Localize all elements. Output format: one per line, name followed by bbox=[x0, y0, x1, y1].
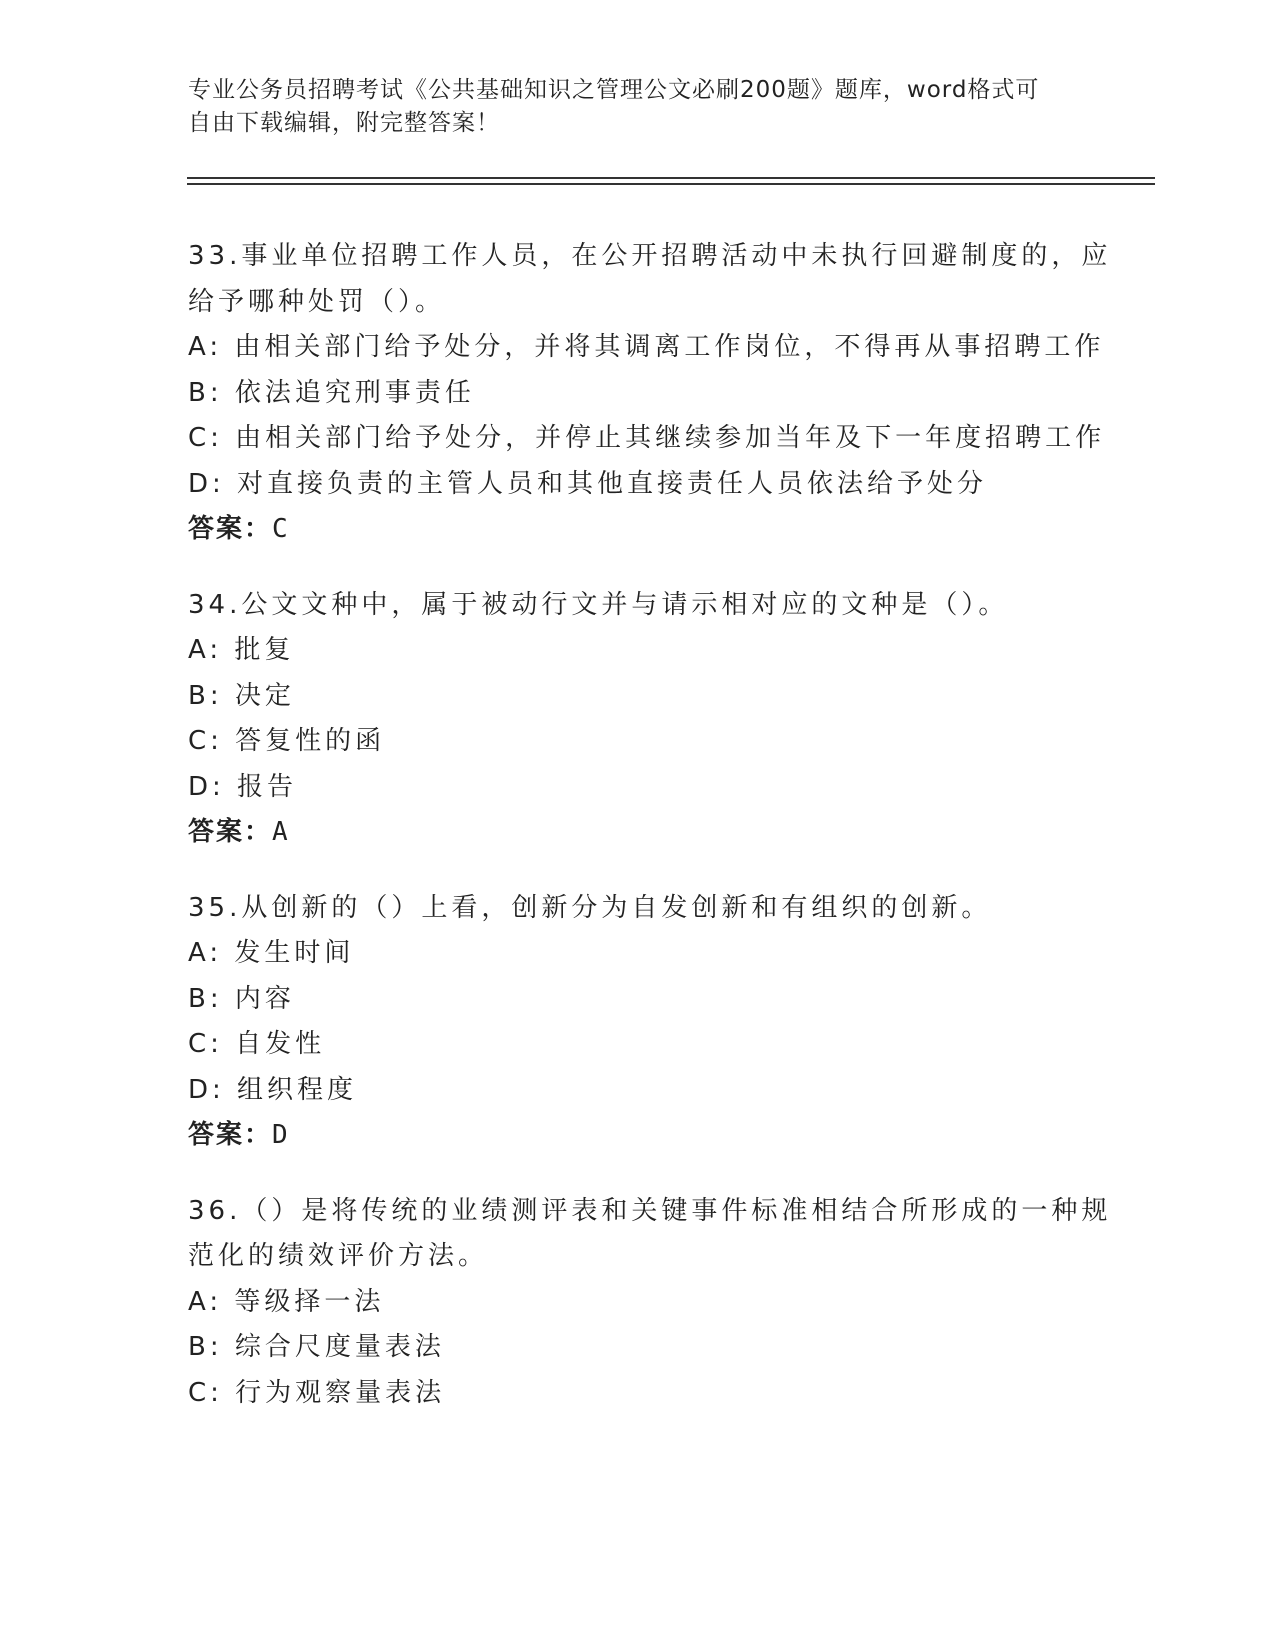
question-stem: 35.从创新的（）上看，创新分为自发创新和有组织的创新。 bbox=[188, 892, 992, 923]
option-d: D: 组织程度 bbox=[188, 1074, 358, 1105]
option-b: B: 决定 bbox=[188, 680, 295, 711]
option-c: C: 行为观察量表法 bbox=[188, 1377, 446, 1408]
header-line-2: 自由下载编辑，附完整答案！ bbox=[188, 110, 500, 136]
answer-value: C bbox=[272, 514, 290, 544]
option-a: A: 由相关部门给予处分，并将其调离工作岗位，不得再从事招聘工作 bbox=[188, 332, 1105, 362]
header-divider-bottom bbox=[187, 183, 1155, 185]
answer-value: A bbox=[272, 817, 290, 847]
option-a: A: 等级择一法 bbox=[188, 1286, 385, 1317]
option-b: B: 综合尺度量表法 bbox=[188, 1332, 445, 1362]
answer-line bbox=[188, 1113, 1088, 1159]
question-35 bbox=[188, 886, 1088, 1159]
option-b: B: 依法追究刑事责任 bbox=[188, 377, 475, 408]
question-33 bbox=[188, 234, 1112, 553]
option-d: D: 对直接负责的主管人员和其他直接责任人员依法给予处分 bbox=[188, 468, 988, 499]
option-d: D: 报告 bbox=[188, 771, 298, 802]
question-list bbox=[188, 234, 1112, 1446]
question-stem-continued: 范化的绩效评价方法。 bbox=[188, 1241, 489, 1271]
answer-line bbox=[188, 810, 1088, 856]
answer-label: 答案： bbox=[188, 817, 273, 847]
question-stem-continued: 给予哪种处罚（）。 bbox=[188, 286, 446, 317]
answer-label: 答案： bbox=[188, 514, 273, 544]
question-stem: 34.公文文种中，属于被动行文并与请示相对应的文种是（）。 bbox=[188, 589, 1009, 620]
answer-value: D bbox=[272, 1120, 290, 1150]
option-c: C: 由相关部门给予处分，并停止其继续参加当年及下一年度招聘工作 bbox=[188, 423, 1106, 453]
option-c: C: 自发性 bbox=[188, 1029, 326, 1059]
option-a: A: 批复 bbox=[188, 635, 295, 665]
answer-line bbox=[188, 507, 1088, 553]
question-36 bbox=[188, 1189, 1112, 1417]
question-stem: 33.事业单位招聘工作人员，在公开招聘活动中未执行回避制度的，应 bbox=[188, 241, 1112, 271]
document-header bbox=[188, 74, 1088, 140]
option-c: C: 答复性的函 bbox=[188, 726, 386, 756]
question-stem: 36.（）是将传统的业绩测评表和关键事件标准相结合所形成的一种规 bbox=[188, 1195, 1112, 1226]
question-34 bbox=[188, 583, 1088, 856]
header-divider-top bbox=[187, 177, 1155, 179]
answer-label: 答案： bbox=[188, 1120, 273, 1150]
option-b: B: 内容 bbox=[188, 983, 295, 1014]
option-a: A: 发生时间 bbox=[188, 938, 355, 968]
header-line-1: 专业公务员招聘考试《公共基础知识之管理公文必刷200题》题库，word格式可 bbox=[188, 77, 1040, 103]
